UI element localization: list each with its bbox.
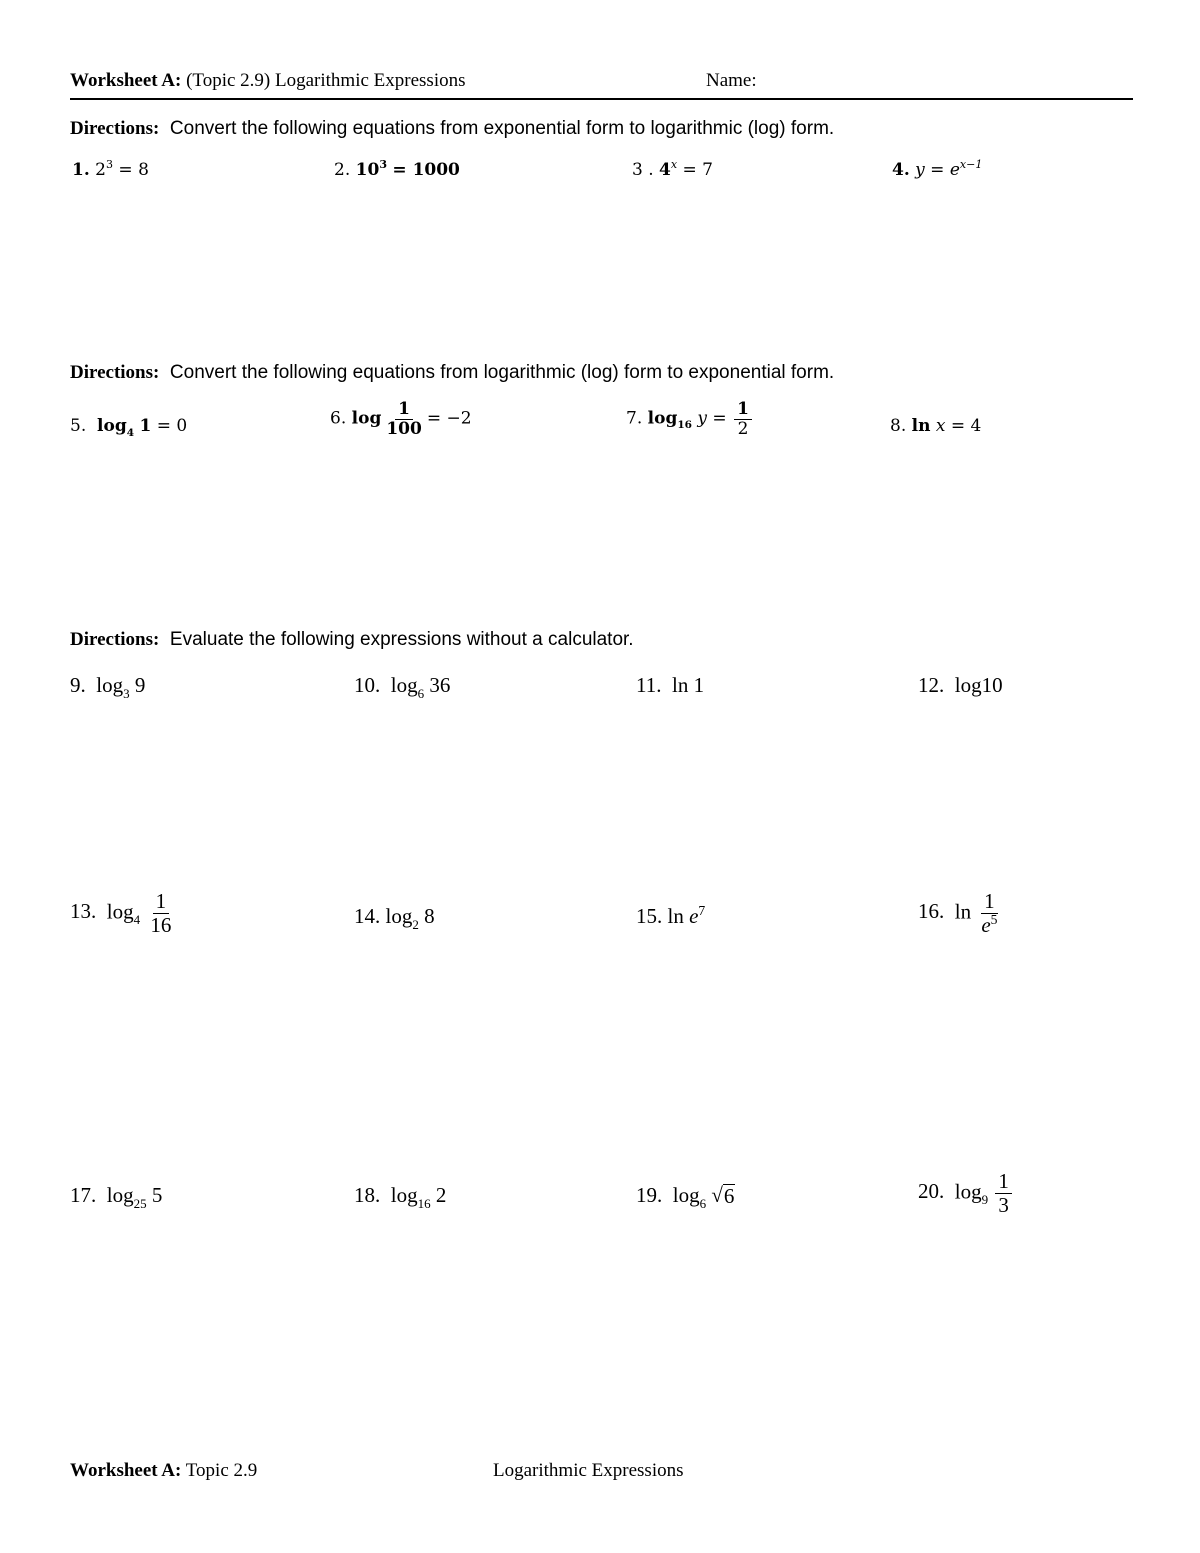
directions-section-1: Directions: Convert the following equations from exponential form to logarithmic (log) form. — [70, 118, 835, 139]
problem-5: 5. $\log_4 1 = 0$ — [70, 416, 188, 439]
directions-section-2: Directions: Convert the following equations from logarithmic (log) form to exponential form. — [70, 362, 835, 383]
directions-label: Directions — [70, 118, 154, 139]
directions-text: Convert the following equations from logarithmic (log) form to exponential form. — [169, 362, 835, 383]
problem-1: 1. $2^3 = 8$ — [72, 158, 149, 180]
footer-worksheet-label: Worksheet A: — [70, 1460, 182, 1481]
problem-19: 19. $\log_6$ √ 6 — [636, 1183, 735, 1211]
problem-3: 3 . 4$^x$ = 7 — [632, 158, 713, 180]
problem-2: 2. $10^3 = 1000$ — [334, 158, 460, 180]
worksheet-title: (Topic 2.9) Logarithmic Expressions — [186, 70, 466, 91]
footer-left — [70, 1460, 257, 1482]
directions-section-3 — [70, 629, 634, 651]
problem-11: 11. ln 1 — [636, 673, 705, 697]
problem-13: 13. $\log_4$ $\frac{1}{16}$ — [70, 889, 172, 938]
directions-text: Evaluate the following expressions without a calculator. — [169, 629, 634, 650]
worksheet-label: Worksheet A: — [70, 70, 182, 91]
problem-15: 15. $\ln e^7$ — [636, 902, 706, 928]
problem-17: 17. $\log_{25} 5$ — [70, 1183, 163, 1211]
problem-10: 10. $\log_6 36$ — [354, 673, 451, 701]
problem-4: 4. $y = e^{x-1}$ — [892, 158, 983, 180]
footer-topic: Topic 2.9 — [185, 1460, 258, 1481]
problem-9: 9. $\log_3 9$ — [70, 673, 146, 701]
header-rule — [70, 98, 1133, 100]
worksheet-header — [70, 70, 466, 92]
problem-18: 18. $\log_{16} 2$ — [354, 1183, 447, 1211]
problem-6: 6. log $\frac{1}{100}$ = −2 — [330, 399, 472, 439]
problem-20: 20. $\log_9$ $\frac{1}{3}$ — [918, 1170, 1014, 1217]
problem-8: 8. ln x = 4 — [890, 416, 982, 436]
problem-16: 16. ln $\frac{1}{e^5}$ — [918, 889, 998, 938]
name-label: Name: — [706, 70, 757, 91]
problem-7: 7. $\log_{16} y$ = $\frac{1}{2}$ — [626, 400, 754, 438]
directions-text: Convert the following equations from exponential form to logarithmic (log) form. — [169, 118, 835, 139]
problem-14: 14. $\log_2 8$ — [354, 904, 435, 932]
directions-label: Directions — [70, 362, 154, 383]
problem-12: 12. log10 — [918, 673, 1003, 697]
directions-label: Directions: — [70, 629, 160, 650]
footer-title: Logarithmic Expressions — [493, 1460, 684, 1481]
